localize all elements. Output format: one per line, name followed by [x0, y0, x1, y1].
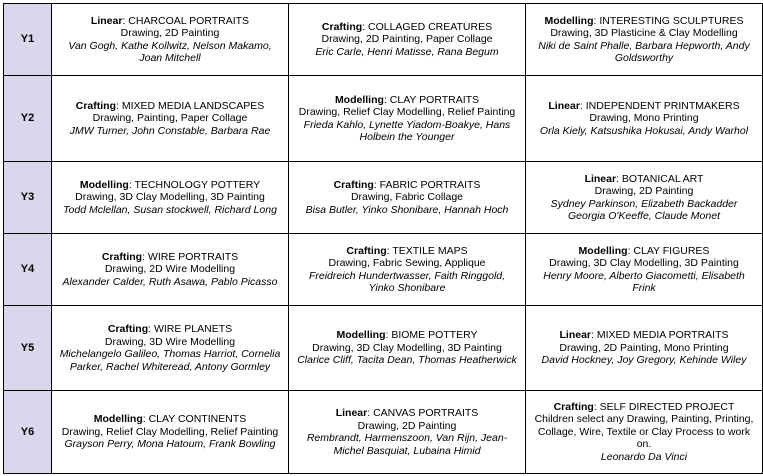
unit-cell: [52, 4, 289, 76]
unit-title: Linear: INDEPENDENT PRINTMAKERS: [548, 99, 740, 112]
unit-cell: [289, 306, 526, 391]
unit-title: Modelling: CLAY FIGURES: [578, 244, 710, 257]
unit-type: Crafting: [553, 400, 594, 413]
unit-type: Modelling: [544, 14, 594, 27]
unit-type: Crafting: [101, 250, 143, 263]
unit-title: Crafting: WIRE PORTRAITS: [101, 250, 239, 263]
unit-type: Modelling: [93, 413, 143, 426]
unit-cell: [52, 162, 289, 234]
unit-cell: [289, 4, 526, 76]
unit-cell: [526, 391, 763, 474]
unit-title: Linear: CANVAS PORTRAITS: [335, 407, 479, 419]
unit-media: Drawing, 3D Clay Modelling, 3D Painting: [312, 341, 502, 354]
year-label: Y2: [4, 76, 52, 162]
unit-cell: [52, 306, 289, 391]
unit-name: CANVAS PORTRAITS: [373, 407, 479, 419]
unit-type: Crafting: [346, 244, 387, 257]
unit-name: MIXED MEDIA PORTRAITS: [596, 329, 729, 342]
unit-artists: Niki de Saint Phalle, Barbara Hepworth, Andy Goldsworthy: [538, 39, 750, 64]
unit-type: Modelling: [79, 178, 129, 191]
unit-media: Drawing, 2D Painting: [594, 185, 694, 197]
unit-media: Drawing, 2D Wire Modelling: [104, 263, 236, 276]
unit-artists: Sydney Parkinson, Elizabeth Backadder Georgia O'Keeffe, Claude Monet: [550, 197, 738, 222]
unit-media: Drawing, 3D Clay Modelling, 3D Painting: [549, 257, 739, 269]
unit-cell: [526, 306, 763, 391]
unit-title: Modelling: BIOME POTTERY: [336, 329, 478, 342]
unit-cell: [526, 76, 763, 162]
unit-media: Children select any Drawing, Painting, Printing, Collage, Wire, Textile or Clay Process to work on.: [534, 413, 754, 451]
unit-title: Linear: CHARCOAL PORTRAITS: [90, 14, 250, 27]
year-label: Y3: [4, 162, 52, 234]
unit-media: Drawing, Relief Clay Modelling, Relief Painting: [61, 425, 279, 438]
unit-artists: Michelangelo Galileo, Thomas Harriot, Cornelia Parker, Rachel Whiteread, Antony Gormley: [59, 348, 281, 373]
unit-name: CLAY FIGURES: [633, 244, 710, 257]
year-row: [4, 4, 763, 76]
unit-title: Crafting: FABRIC PORTRAITS: [333, 178, 481, 191]
unit-name: CLAY PORTRAITS: [389, 93, 480, 106]
unit-type: Modelling: [334, 93, 384, 106]
unit-type: Crafting: [321, 20, 363, 33]
unit-media: Drawing, 2D Painting: [120, 27, 220, 39]
year-row: [4, 234, 763, 306]
unit-media: Drawing, Painting, Paper Collage: [92, 112, 248, 125]
unit-artists: Frieda Kahlo, Lynette Yiadom-Boakye, Hans Holbein the Younger: [303, 118, 511, 143]
unit-name: BOTANICAL ART: [621, 172, 704, 185]
unit-artists: Clarice Cliff, Tacita Dean, Thomas Heatherwick: [297, 354, 517, 367]
unit-title: Modelling: INTERESTING SCULPTURES: [544, 14, 744, 27]
unit-cell: [289, 76, 526, 162]
unit-title: Crafting: COLLAGED CREATURES: [321, 20, 493, 33]
unit-name: FABRIC PORTRAITS: [379, 178, 481, 191]
unit-artists: Eric Carle, Henri Matisse, Rana Begum: [315, 45, 499, 58]
unit-artists: Rembrandt, Harmenszoon, Van Rijn, Jean-Michel Basquiat, Lubaina Himid: [306, 432, 508, 457]
unit-name: CHARCOAL PORTRAITS: [128, 14, 250, 27]
unit-name: TEXTILE MAPS: [392, 244, 468, 257]
unit-media: Drawing, 3D Clay Modelling, 3D Painting: [75, 191, 265, 204]
unit-artists: David Hockney, Joy Gregory, Kehinde Wiley: [541, 354, 747, 367]
unit-type: Linear: [335, 407, 368, 419]
unit-media: Drawing, 3D Plasticine & Clay Modelling: [550, 27, 738, 39]
unit-name: BIOME POTTERY: [391, 329, 478, 342]
unit-title: Linear: MIXED MEDIA PORTRAITS: [559, 329, 729, 342]
unit-type: Linear: [584, 172, 617, 185]
year-row: [4, 76, 763, 162]
year-row: [4, 162, 763, 234]
unit-type: Linear: [559, 329, 591, 342]
year-row: [4, 306, 763, 391]
unit-name: WIRE PLANETS: [153, 323, 233, 335]
unit-type: Crafting: [107, 323, 149, 335]
unit-media: Drawing, 2D Painting: [357, 419, 457, 432]
unit-title: Crafting: TEXTILE MAPS: [346, 244, 468, 257]
unit-title: Crafting: MIXED MEDIA LANDSCAPES: [75, 99, 265, 112]
unit-cell: [526, 234, 763, 306]
unit-media: Drawing, 2D Painting, Mono Printing: [559, 341, 729, 354]
unit-artists: Grayson Perry, Mona Hatoum, Frank Bowling: [64, 438, 276, 451]
unit-type: Crafting: [75, 99, 117, 112]
unit-artists: Orla Kiely, Katsushika Hokusai, Andy Warhol: [539, 124, 749, 137]
unit-cell: [526, 162, 763, 234]
unit-media: Drawing, Fabric Collage: [350, 191, 464, 204]
unit-media: Drawing, Relief Clay Modelling, Relief Painting: [298, 106, 516, 118]
unit-name: INDEPENDENT PRINTMAKERS: [585, 99, 740, 112]
unit-artists: Todd Mclellan, Susan stockwell, Richard Long: [63, 203, 277, 216]
unit-name: TECHNOLOGY POTTERY: [134, 178, 261, 191]
unit-name: INTERESTING SCULPTURES: [599, 14, 744, 27]
unit-artists: Henry Moore, Alberto Giacometti, Elisabeth Frink: [543, 269, 745, 294]
unit-artists: Freidreich Hundertwasser, Faith Ringgold, Yinko Shonibare: [308, 269, 506, 294]
unit-title: Crafting: WIRE PLANETS: [107, 323, 233, 335]
unit-title: Modelling: CLAY CONTINENTS: [93, 413, 247, 426]
year-label: Y1: [4, 4, 52, 76]
year-row: [4, 391, 763, 474]
unit-cell: [289, 391, 526, 474]
unit-title: Crafting: SELF DIRECTED PROJECT: [553, 400, 735, 413]
unit-artists: Van Gogh, Kathe Kollwitz, Nelson Makamo, Joan Mitchell: [68, 39, 272, 64]
unit-artists: JMW Turner, John Constable, Barbara Rae: [69, 124, 271, 137]
unit-name: SELF DIRECTED PROJECT: [599, 400, 735, 413]
unit-name: WIRE PORTRAITS: [147, 250, 239, 263]
unit-artists: Leonardo Da Vinci: [600, 450, 688, 463]
unit-type: Modelling: [336, 329, 386, 342]
unit-media: Drawing, 3D Wire Modelling: [104, 335, 236, 348]
unit-type: Modelling: [578, 244, 628, 257]
year-label: Y6: [4, 391, 52, 474]
unit-cell: [52, 76, 289, 162]
year-label: Y5: [4, 306, 52, 391]
unit-cell: [289, 162, 526, 234]
unit-artists: Bisa Butler, Yinko Shonibare, Hannah Hoch: [305, 203, 509, 216]
unit-cell: [526, 4, 763, 76]
year-label: Y4: [4, 234, 52, 306]
unit-cell: [52, 234, 289, 306]
unit-type: Crafting: [333, 178, 374, 191]
unit-name: CLAY CONTINENTS: [148, 413, 247, 426]
unit-media: Drawing, Mono Printing: [589, 112, 699, 125]
unit-cell: [289, 234, 526, 306]
unit-type: Linear: [548, 99, 580, 112]
unit-name: MIXED MEDIA LANDSCAPES: [121, 99, 265, 112]
unit-media: Drawing, Fabric Sewing, Applique: [328, 257, 486, 269]
unit-title: Linear: BOTANICAL ART: [584, 172, 704, 185]
unit-title: Modelling: TECHNOLOGY POTTERY: [79, 178, 261, 191]
unit-artists: Alexander Calder, Ruth Asawa, Pablo Picasso: [62, 275, 278, 288]
unit-cell: [52, 391, 289, 474]
unit-title: Modelling: CLAY PORTRAITS: [334, 93, 480, 106]
curriculum-table: [3, 3, 763, 474]
unit-type: Linear: [90, 14, 123, 27]
unit-media: Drawing, 2D Painting, Paper Collage: [321, 33, 493, 46]
unit-name: COLLAGED CREATURES: [368, 20, 493, 33]
